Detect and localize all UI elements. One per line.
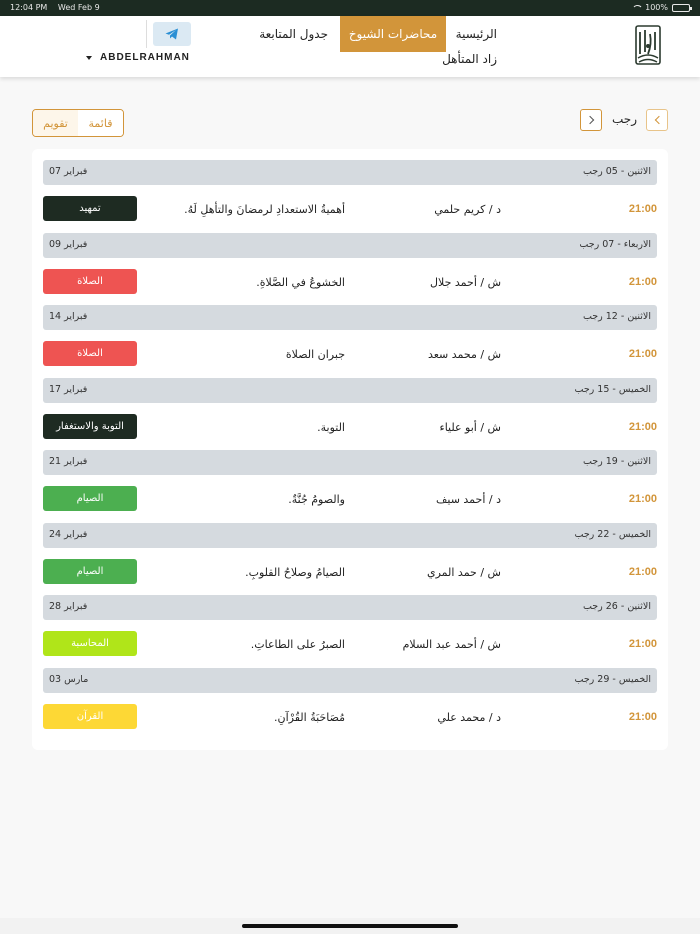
lecture-row[interactable] (43, 631, 657, 658)
lecture-time: 21:00 (628, 493, 657, 505)
lecture-time: 21:00 (628, 638, 657, 650)
home-indicator[interactable] (242, 924, 458, 928)
previous-month-button[interactable] (580, 109, 602, 131)
date-header (43, 305, 657, 330)
lecture-category-tag[interactable]: تمهيد (43, 196, 137, 221)
gregorian-date: 14 فبراير (49, 311, 88, 322)
battery-icon (672, 4, 690, 12)
wifi-icon (632, 5, 641, 12)
hijri-date: الاثنين - 12 رجب (582, 311, 651, 322)
user-name: ABDELRAHMAN (100, 52, 190, 63)
gregorian-date: 07 فبراير (49, 166, 88, 177)
lecture-time: 21:00 (628, 420, 657, 433)
lecture-category-tag[interactable]: الصيام (43, 486, 137, 511)
gregorian-date: 09 فبراير (49, 238, 88, 250)
hijri-date: الخميس - 22 رجب (574, 528, 651, 540)
date-header (43, 160, 657, 185)
lecture-category-tag[interactable]: الصلاة (43, 341, 137, 366)
chevron-down-icon (86, 56, 92, 60)
hijri-date: الاربعاء - 07 رجب (579, 238, 651, 250)
lecture-category-tag[interactable]: القرآن (43, 704, 137, 729)
lecture-row[interactable] (43, 704, 657, 731)
hijri-date: الخميس - 15 رجب (574, 383, 651, 395)
lecture-sheikh: ش / أحمد عبد السلام (402, 638, 501, 651)
date-header (43, 378, 657, 403)
lecture-category-tag[interactable]: التوبة والاستغفار (43, 414, 137, 439)
gregorian-date: 03 مارس (49, 673, 89, 685)
header-divider (146, 20, 147, 48)
status-date: Wed Feb 9 (57, 3, 100, 12)
lecture-sheikh: ش / أبو علياء (439, 420, 501, 434)
lecture-sheikh: ش / أحمد جلال (430, 275, 501, 289)
gregorian-date: 28 فبراير (49, 601, 88, 612)
lecture-sheikh: د / أحمد سيف (435, 493, 501, 506)
nav-sheikhs-lectures[interactable]: محاضرات الشيوخ (340, 16, 446, 52)
chevron-left-icon (654, 116, 662, 124)
lecture-sheikh: د / كريم حلمي (434, 203, 501, 216)
lecture-sheikh: ش / محمد سعد (427, 348, 501, 361)
lecture-category-tag[interactable]: المحاسبة (43, 631, 137, 656)
nav-home[interactable]: الرئيسية (455, 27, 497, 41)
calendar-view-button[interactable]: تقويم (33, 110, 78, 136)
lecture-row[interactable] (43, 559, 657, 586)
date-header (43, 450, 657, 475)
lecture-list (32, 149, 668, 750)
lecture-row[interactable] (43, 196, 657, 223)
nav-follow-up-schedule[interactable]: جدول المتابعة (259, 27, 328, 41)
chevron-right-icon (585, 116, 593, 124)
lecture-title: جبران الصلاة (285, 348, 345, 361)
lecture-time: 21:00 (628, 203, 657, 215)
lecture-time: 21:00 (628, 275, 657, 288)
status-bar (0, 0, 700, 16)
status-time: 12:04 PM (10, 3, 48, 12)
hijri-date: الاثنين - 26 رجب (582, 601, 651, 612)
date-header (43, 233, 657, 258)
hijri-date: الخميس - 29 رجب (574, 673, 651, 685)
lecture-title: أهميةُ الاستعدادِ لرمضانَ والتأهلِ لَهُ. (184, 203, 345, 216)
list-view-button[interactable]: قائمة (78, 110, 123, 136)
gregorian-date: 17 فبراير (49, 383, 88, 395)
lecture-time: 21:00 (628, 348, 657, 360)
gregorian-date: 24 فبراير (49, 528, 88, 540)
lecture-category-tag[interactable]: الصلاة (43, 269, 137, 294)
date-header (43, 668, 657, 693)
lecture-title: الصبرُ على الطاعاتِ. (250, 638, 345, 651)
hijri-date: الاثنين - 05 رجب (582, 166, 651, 177)
lecture-title: التوبة. (317, 420, 345, 434)
battery-percent: 100% (645, 3, 668, 12)
user-menu[interactable] (86, 52, 190, 63)
date-header (43, 523, 657, 548)
hijri-date: الاثنين - 19 رجب (582, 456, 651, 467)
lecture-category-tag[interactable]: الصيام (43, 559, 137, 584)
next-month-button[interactable] (646, 109, 668, 131)
lecture-sheikh: ش / حمد المري (426, 565, 501, 579)
gregorian-date: 21 فبراير (49, 456, 88, 467)
lecture-row[interactable] (43, 414, 657, 441)
app-logo-icon[interactable] (630, 24, 666, 68)
view-toggle (32, 109, 124, 137)
date-header (43, 595, 657, 620)
telegram-icon (165, 28, 179, 40)
lecture-row[interactable] (43, 269, 657, 296)
telegram-button[interactable] (153, 22, 191, 46)
lecture-title: مُصَاحَبَةُ القُرْآنِ. (274, 710, 345, 724)
app-header (0, 16, 700, 77)
month-label: رجب (612, 112, 637, 126)
lecture-row[interactable] (43, 341, 657, 368)
month-navigation (0, 109, 700, 137)
lecture-sheikh: د / محمد علي (437, 710, 501, 724)
lecture-time: 21:00 (628, 710, 657, 723)
nav-zad[interactable]: زاد المتأهل (442, 52, 497, 66)
lecture-time: 21:00 (628, 565, 657, 578)
lecture-title: الصيامُ وصلاحُ القلوبِ. (245, 565, 345, 579)
lecture-title: الخشوعُ في الصَّلاةِ. (256, 275, 345, 289)
lecture-row[interactable] (43, 486, 657, 513)
lecture-title: والصومُ جُنَّةٌ. (288, 493, 345, 506)
